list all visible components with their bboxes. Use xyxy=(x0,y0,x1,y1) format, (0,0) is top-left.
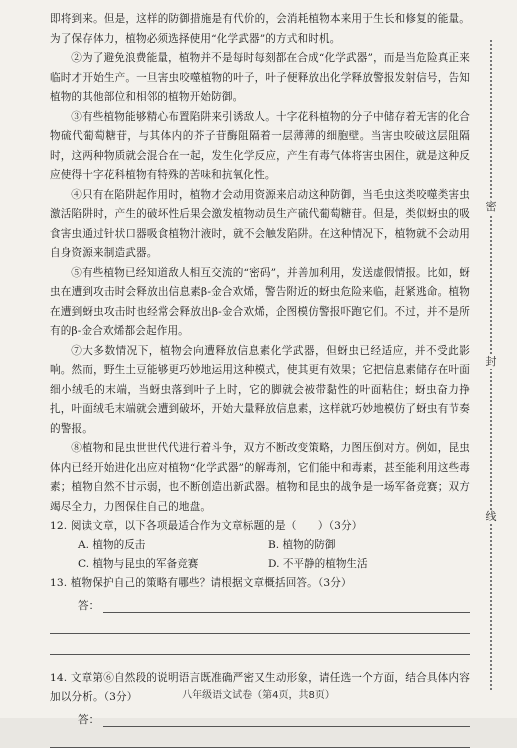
paragraph-2: ②为了避免浪费能量，植物并不是每时每刻都在合成“化学武器”，而是当危险真正来临时才开始生产。一旦害虫咬噬植物的叶子，叶子便释放出化学释放警报发射信号，告知植物的其他部位和相邻的植物开始防御。 xyxy=(50,52,470,103)
answer-line[interactable] xyxy=(103,598,470,613)
paragraph-5: ⑤有些植物已经知道敌人相互交流的“密码”，并善加利用，发送虚假情报。比如，蚜虫在遭到攻击时会释放出信息素β-金合欢烯，警告附近的蚜虫危险来临，赶紧逃命。植物在遭到蚜虫攻击时也经常会释放出β-金合欢烯，企图模仿警报吓跑它们。不过，并不是所有的β-金合欢烯都会起作用。 xyxy=(50,266,470,337)
paragraph-continued: 即将到来。但是，这样的防御措施是有代价的，会消耗植物本来用于生长和修复的能量。为了保存体力，植物必须选择使用“化学武器”的方式和时机。 xyxy=(50,13,470,45)
answer-line[interactable] xyxy=(103,712,470,727)
option-d[interactable]: D. 不平静的植物生活 xyxy=(268,558,368,570)
question-13 xyxy=(50,574,470,655)
option-b[interactable]: B. 植物的防御 xyxy=(268,539,336,551)
paragraph-7: ⑦大多数情况下，植物会向遭释放信息素化学武器，但蚜虫已经适应，并不受此影响。然而，野生土豆能够更巧妙地运用这种模式，使其更有效果；它把信息素储存在叶面细小绒毛的末端，当蚜虫落到叶子上时，它的脚就会被带黏性的叶面粘住；蚜虫奋力挣扎，叶面绒毛末端就会遭到破坏，开始大量释放信息素，这样就巧妙地模仿了蚜虫有节奏的警报。 xyxy=(50,344,470,435)
binding-mark-xian: 线 xyxy=(482,510,500,524)
answer-line[interactable] xyxy=(50,634,470,655)
question-14-answer-row[interactable] xyxy=(78,707,470,727)
option-a[interactable]: A. 植物的反击 xyxy=(78,539,146,551)
answer-label: 答： xyxy=(78,714,100,726)
paragraph-3: ③有些植物能够精心布置陷阱来引诱敌人。十字花科植物的分子中储存着无害的化合物硫代葡萄糖苷，与其体内的芥子苷酶阻隔着一层薄薄的细胞壁。当害虫咬破这层阻隔时，这两种物质就会混合在一起，发生化学反应，产生有毒气体将害虫困住，就是这种反应使得十字花科植物有特殊的苦味和抗氧化性。 xyxy=(50,110,470,181)
option-c[interactable]: C. 植物与昆虫的军备竞赛 xyxy=(78,558,199,570)
page-content xyxy=(50,10,470,748)
answer-line[interactable] xyxy=(50,727,470,748)
paragraph-8: ⑧植物和昆虫世世代代进行着斗争，双方不断改变策略，力图压倒对方。例如，昆虫体内已经开始进化出应对植物“化学武器”的解毒剂，它们能中和毒素，甚至能利用这些毒素；植物自然不甘示弱，也不断创造出新武器。植物和昆虫的战争是一场军备竞赛；双方竭尽全力，力图保住自己的地盘。 xyxy=(50,442,470,513)
question-12-stem: 12. 阅读文章，以下各项最适合作为文章标题的是（ ）（3分） xyxy=(50,520,363,532)
question-13-answer-row[interactable] xyxy=(78,593,470,613)
binding-line xyxy=(479,40,503,690)
paragraph-4: ④只有在陷阱起作用时，植物才会动用资源来启动这种防御，当毛虫这类咬噬类害虫激活陷阱时，产生的破坏性后果会激发植物动员生产硫代葡萄糖苷。但是，类似蚜虫的吸食害虫通过针状口器吸食植物汁液时，就不会触发陷阱。在这种情况下，植物就不会动用自身资源来制造武器。 xyxy=(50,188,470,259)
answer-line[interactable] xyxy=(50,613,470,634)
binding-mark-feng: 封 xyxy=(482,355,500,369)
answer-label: 答： xyxy=(78,600,100,612)
question-12 xyxy=(50,517,470,574)
question-14-stem: 14. 文章第⑥自然段的说明语言既准确严密又生动形象，请任选一个方面，结合具体内容加以分析。（3分） xyxy=(50,672,470,703)
question-14 xyxy=(50,669,470,748)
binding-mark-mi: 密 xyxy=(482,200,500,214)
page-footer: 八年级语文试卷（第4页，共8页） xyxy=(182,690,335,701)
question-12-options xyxy=(78,536,470,574)
question-13-stem: 13. 植物保护自己的策略有哪些？请根据文章概括回答。（3分） xyxy=(50,577,352,589)
